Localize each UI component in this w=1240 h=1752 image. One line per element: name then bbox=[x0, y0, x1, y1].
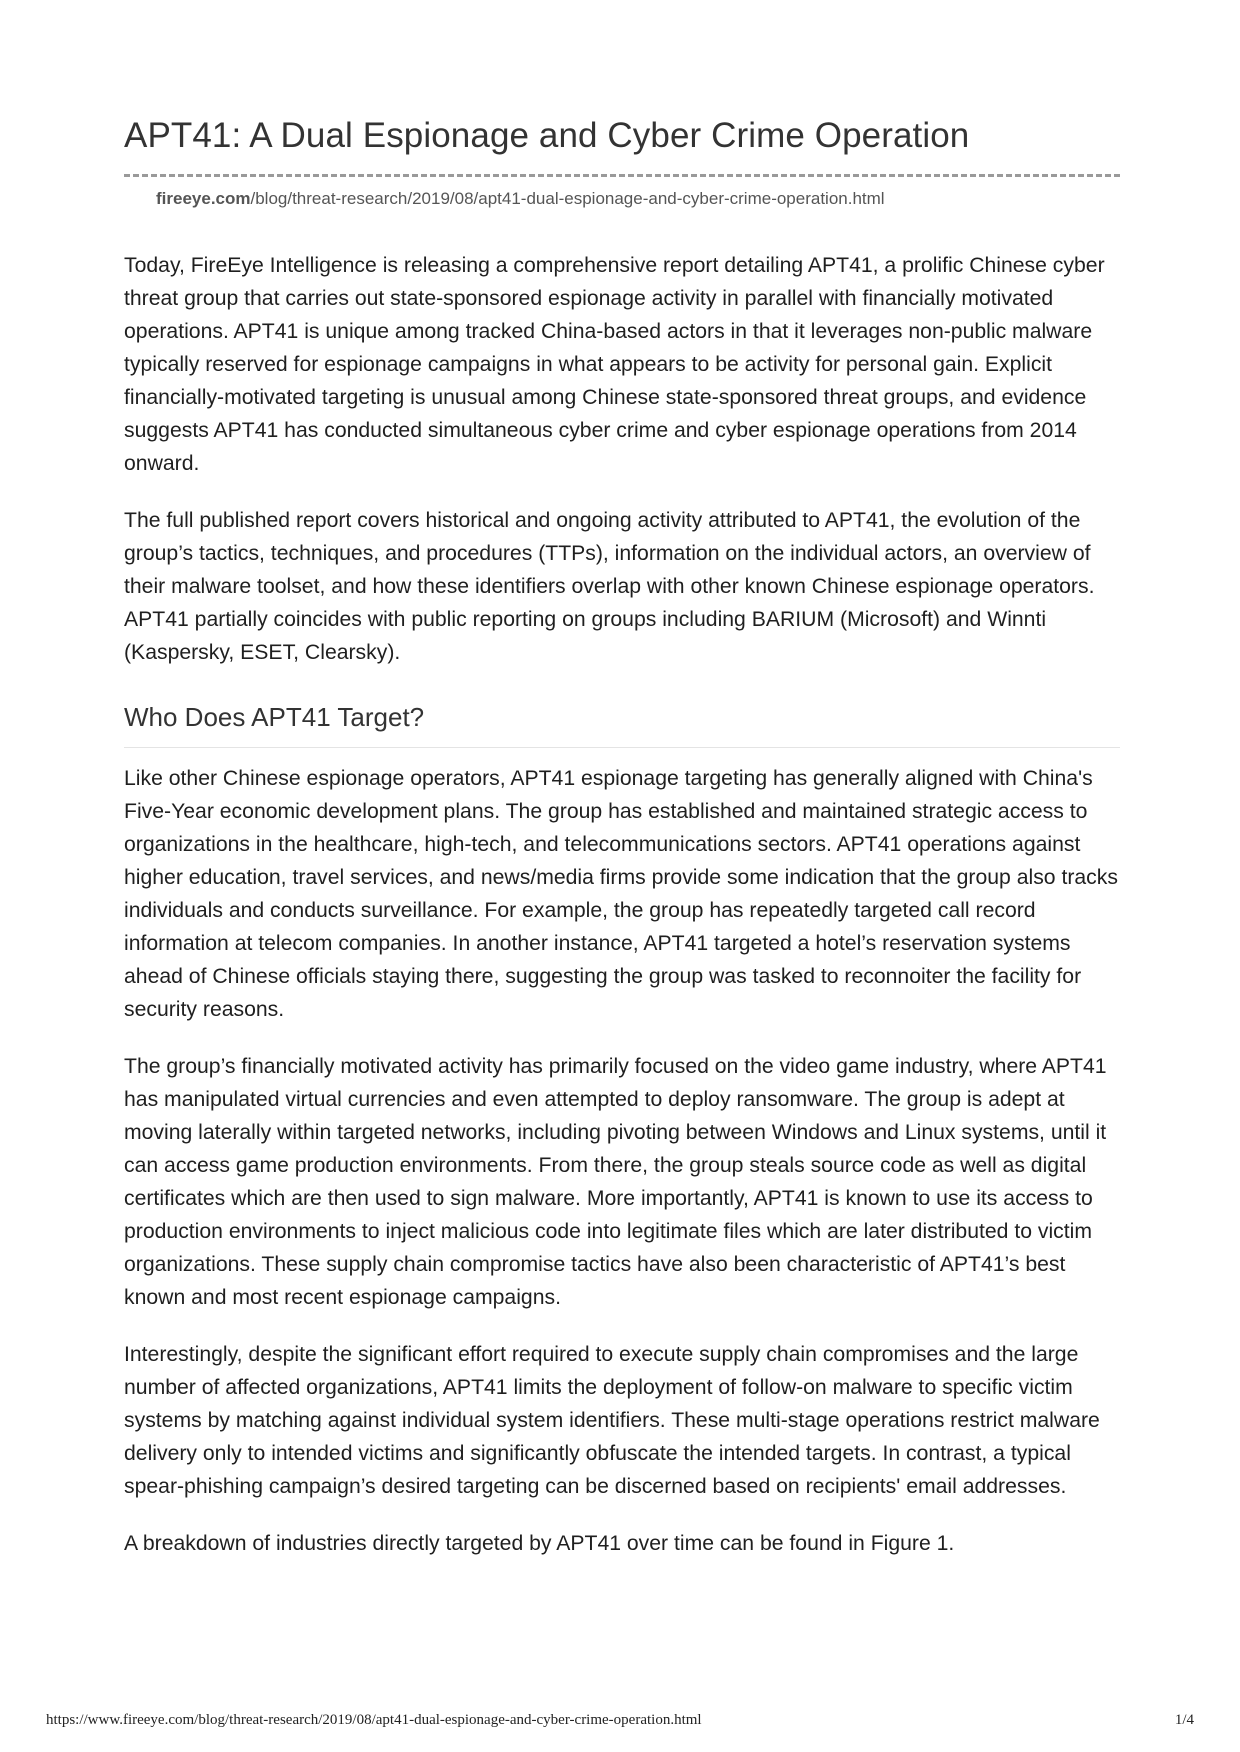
page-title: APT41: A Dual Espionage and Cyber Crime Operation bbox=[124, 116, 970, 155]
section-divider bbox=[124, 747, 1120, 748]
paragraph: Interestingly, despite the significant effort required to execute supply chain compromises and the large number of affected organizations, APT41 limits the deployment of follow-on malware to specific victim systems by matching against individual system identifiers. These multi-stage operations restrict malware delivery only to intended victims and significantly obfuscate the intended targets. In contrast, a typical spear-phishing campaign’s desired targeting can be discerned based on recipients' email addresses. bbox=[124, 1343, 1100, 1498]
source-url[interactable] bbox=[156, 187, 1120, 211]
paragraph: The full published report covers historical and ongoing activity attributed to APT41, the evolution of the group’s tactics, techniques, and procedures (TTPs), information on the individual actors, an overview of their malware toolset, and how these identifiers overlap with other known Chinese espionage operators. APT41 partially coincides with public reporting on groups including BARIUM (Microsoft) and Winnti (Kaspersky, ESET, Clearsky). bbox=[124, 509, 1095, 664]
article-body bbox=[124, 249, 1120, 1560]
paragraph: Like other Chinese espionage operators, APT41 espionage targeting has generally aligned with China's Five-Year economic development plans. The group has established and maintained strategic access to organizations in the healthcare, high-tech, and telecommunications sectors. APT41 operations against higher education, travel services, and news/media firms provide some indication that the group also tracks individuals and conducts surveillance. For example, the group has repeatedly targeted call record information at telecom companies. In another instance, APT41 targeted a hotel’s reservation systems ahead of Chinese officials staying there, suggesting the group was tasked to reconnoiter the facility for security reasons. bbox=[124, 767, 1118, 1021]
paragraph: Today, FireEye Intelligence is releasing a comprehensive report detailing APT41, a prolific Chinese cyber threat group that carries out state-sponsored espionage activity in parallel with financially motivated operations. APT41 is unique among tracked China-based actors in that it leverages non-public malware typically reserved for espionage campaigns in what appears to be activity for personal gain. Explicit financially-motivated targeting is unusual among Chinese state-sponsored threat groups, and evidence suggests APT41 has conducted simultaneous cyber crime and cyber espionage operations from 2014 onward. bbox=[124, 254, 1105, 475]
title-divider bbox=[124, 174, 1120, 177]
page-footer bbox=[46, 1712, 1194, 1729]
source-domain[interactable]: fireeye.com bbox=[156, 189, 251, 208]
article bbox=[124, 112, 1120, 1584]
section-heading: Who Does APT41 Target? bbox=[124, 702, 425, 732]
footer-url[interactable]: https://www.fireeye.com/blog/threat-research/2019/08/apt41-dual-espionage-and-cyber-crime-operation.html bbox=[46, 1712, 702, 1728]
paragraph: A breakdown of industries directly targeted by APT41 over time can be found in Figure 1. bbox=[124, 1532, 955, 1555]
page-number: 1/4 bbox=[1174, 1712, 1194, 1728]
paragraph: The group’s financially motivated activity has primarily focused on the video game industry, where APT41 has manipulated virtual currencies and even attempted to deploy ransomware. The group is adept at moving laterally within targeted networks, including pivoting between Windows and Linux systems, until it can access game production environments. From there, the group steals source code as well as digital certificates which are then used to sign malware. More importantly, APT41 is known to use its access to production environments to inject malicious code into legitimate files which are later distributed to victim organizations. These supply chain compromise tactics have also been characteristic of APT41’s best known and most recent espionage campaigns. bbox=[124, 1055, 1107, 1309]
source-path[interactable]: /blog/threat-research/2019/08/apt41-dual-espionage-and-cyber-crime-operation.html bbox=[250, 189, 885, 208]
